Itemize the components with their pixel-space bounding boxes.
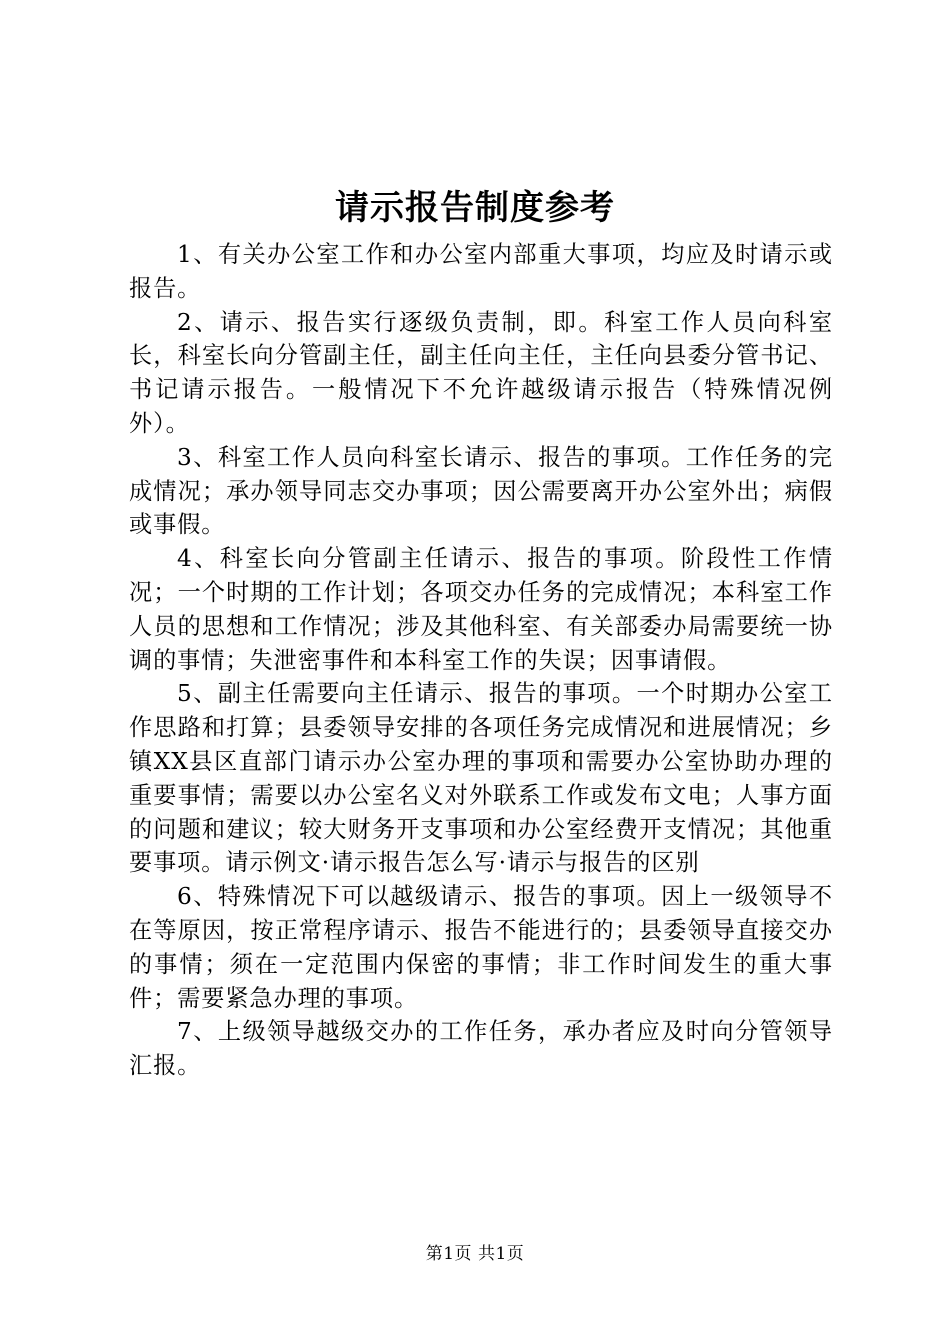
document-body [129,238,833,1083]
document-title: 请示报告制度参考 [335,188,615,228]
paragraph-6: 6、特殊情况下可以越级请示、报告的事项。因上一级领导不在等原因，按正常程序请示、报告不能进行的；县委领导直接交办的事情；须在一定范围内保密的事情；非工作时间发生的重大事件；需要紧急办理的事项。 [129,883,833,1012]
paragraph-2: 2、请示、报告实行逐级负责制，即。科室工作人员向科室长，科室长向分管副主任，副主任向主任，主任向县委分管书记、书记请示报告。一般情况下不允许越级请示报告（特殊情况例外）。 [129,308,833,437]
paragraph-1: 1、有关办公室工作和办公室内部重大事项，均应及时请示或报告。 [129,241,833,302]
page-footer: 第1页 共1页 [425,1244,525,1264]
paragraph-7: 7、上级领导越级交办的工作任务，承办者应及时向分管领导汇报。 [129,1018,833,1080]
paragraph-3: 3、科室工作人员向科室长请示、报告的事项。工作任务的完成情况；承办领导同志交办事项；因公需要离开办公室外出；病假或事假。 [129,443,833,539]
paragraph-4: 4、科室长向分管副主任请示、报告的事项。阶段性工作情况；一个时期的工作计划；各项交办任务的完成情况；本科室工作人员的思想和工作情况；涉及其他科室、有关部委办局需要统一协调的事情；失泄密事件和本科室工作的失误；因事请假。 [129,545,833,674]
paragraph-5: 5、副主任需要向主任请示、报告的事项。一个时期办公室工作思路和打算；县委领导安排的各项任务完成情况和进展情况；乡镇XX县区直部门请示办公室办理的事项和需要办公室协助办理的重要事情；需要以办公室名义对外联系工作或发布文电；人事方面的问题和建议；较大财务开支事项和办公室经费开支情况；其他重要事项。请示例文·请示报告怎么写·请示与报告的区别 [129,680,833,877]
